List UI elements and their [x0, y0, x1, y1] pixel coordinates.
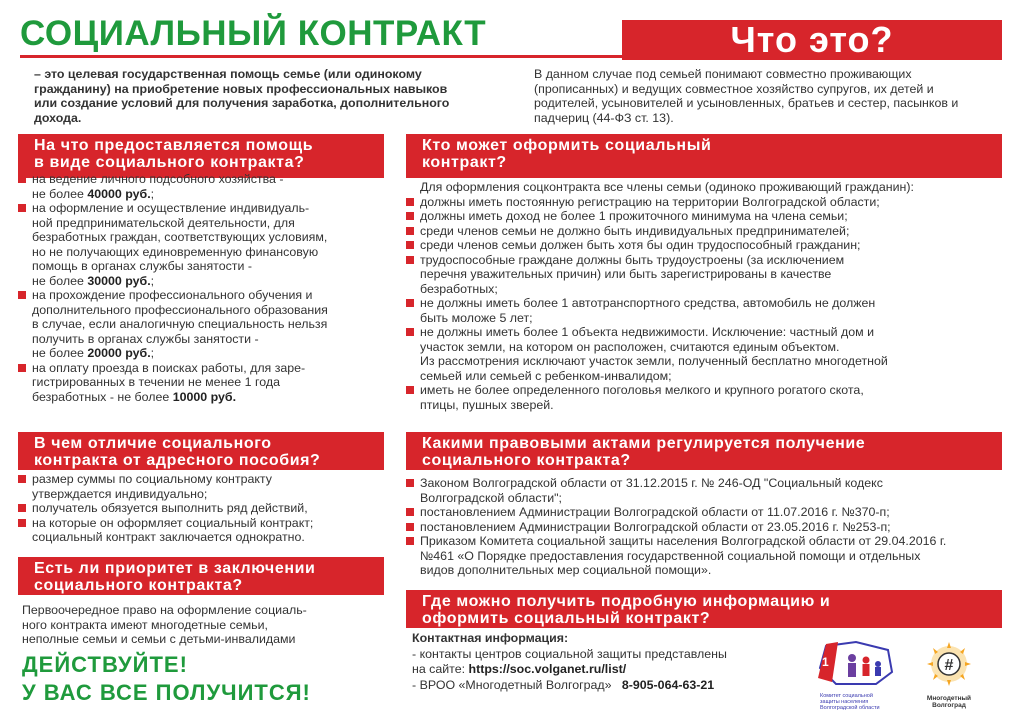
- bullet-icon: [18, 364, 26, 372]
- list-item: постановлением Администрации Волгоградской области от 23.05.2016 г. №253-п;: [406, 520, 1002, 535]
- bullet-icon: [406, 523, 414, 531]
- section-header-priority: [18, 557, 384, 595]
- bullet-icon: [406, 328, 414, 336]
- list-item: должны иметь постоянную регистрацию на территории Волгоградской области;: [406, 195, 1002, 210]
- section-header-line: Где можно получить подробную информацию и: [422, 593, 831, 610]
- section-header-line: контракта от адресного пособия?: [34, 452, 321, 469]
- list-item: Законом Волгоградской области от 31.12.2015 г. № 246-ОД "Социальный кодекс Волгоградской области";: [406, 476, 1002, 505]
- bullet-icon: [18, 475, 26, 483]
- list-item: среди членов семьи должен быть хотя бы один трудоспособный гражданин;: [406, 238, 1002, 253]
- list-item: не должны иметь более 1 объекта недвижимости. Исключение: частный дом и участок земли, на котором он расположен, считаются единым объектом. Из рассмотрения исключают участок земли, полученный бесплатно многодетной семьей или семьей с ребенком-инвалидом;: [406, 325, 1002, 383]
- call-to-action-line: У ВАС ВСЕ ПОЛУЧИТСЯ!: [22, 680, 311, 705]
- bullet-icon: [406, 256, 414, 264]
- list-item: на оформление и осуществление индивидуаль- ной предпринимательской деятельности, для безработных граждан, соответствующих условиям, но не получающих единовременную финансовую помощь в органах службы занятости - не более 30000 руб.;: [18, 201, 368, 288]
- bullet-icon: [18, 519, 26, 527]
- bullet-icon: [18, 175, 26, 183]
- section-header-line: социального контракта?: [34, 577, 243, 594]
- list-item: постановлением Администрации Волгоградской области от 11.07.2016 г. №370-п;: [406, 505, 1002, 520]
- bullet-icon: [406, 479, 414, 487]
- difference-list: [18, 472, 384, 545]
- list-lead: Для оформления соцконтракта все члены семьи (одиноко проживающий гражданин):: [420, 180, 914, 194]
- website-link[interactable]: https://soc.volganet.ru/list/: [468, 662, 627, 676]
- list-item: получатель обязуется выполнить ряд действий,: [18, 501, 384, 516]
- assistance-list: [18, 172, 368, 404]
- legal-acts-list: [406, 476, 1002, 578]
- section-header-line: На что предоставляется помощь: [34, 137, 314, 154]
- section-header-line: социального контракта?: [422, 452, 631, 469]
- mnogodetny-logo-text: Многодетный Волгоград: [926, 695, 972, 709]
- section-header-line: Кто может оформить социальный: [422, 137, 712, 154]
- bullet-icon: [406, 212, 414, 220]
- list-item: на прохождение профессионального обучения и дополнительного профессионального образования в случае, если аналогичную специальность нельзя получить в органах службы занятости - не более 20000 руб.;: [18, 288, 368, 361]
- list-item: на ведение личного подсобного хозяйства - не более 40000 руб.;: [18, 172, 368, 201]
- phone-number: 8-905-064-63-21: [621, 677, 715, 692]
- section-header-difference: [18, 432, 384, 470]
- bullet-icon: [406, 537, 414, 545]
- bullet-icon: [18, 204, 26, 212]
- bullet-icon: [18, 291, 26, 299]
- subtitle-banner: Что это?: [622, 20, 1002, 60]
- committee-logo-text: Комитет социальной защиты населения Волгоградской области: [820, 693, 880, 711]
- bullet-icon: [406, 386, 414, 394]
- committee-logo: [816, 638, 896, 711]
- section-header-legal-acts: [406, 432, 1002, 470]
- section-header-line: контракт?: [422, 154, 507, 171]
- call-to-action-line: ДЕЙСТВУЙТЕ!: [22, 652, 188, 677]
- mnogodetny-logo: [920, 640, 978, 709]
- section-header-line: Какими правовыми актами регулируется получение: [422, 435, 866, 452]
- bullet-icon: [406, 299, 414, 307]
- bullet-icon: [406, 241, 414, 249]
- committee-emblem-icon: [816, 638, 896, 688]
- svg-text:#: #: [944, 657, 954, 674]
- contacts-block: Контактная информация: - контакты центров социальной защиты представлены на сайте: https://soc.volganet.ru/list/ - ВРОО «Многодетный Волгоград» 8-905-064-63-21: [412, 631, 812, 693]
- sun-hash-icon: [920, 640, 978, 690]
- section-header-line: в виде социального контракта?: [34, 154, 305, 171]
- section-header-line: оформить социальный контракт?: [422, 610, 711, 627]
- eligibility-list: [406, 180, 1002, 412]
- bullet-icon: [18, 504, 26, 512]
- section-header-contacts: [406, 590, 1002, 628]
- family-note-text: В данном случае под семьей понимают совместно проживающих (прописанных) и ведущих совместное хозяйство супругов, их детей и родителей, усыновителей и усыновленных, братьев и сестер, пасынков и падчериц (44-ФЗ ст. 13).: [534, 67, 959, 125]
- section-header-eligibility: [406, 134, 1002, 178]
- priority-text: Первоочередное право на оформление социаль- ного контракта имеют многодетные семьи, неполные семьи и семьи с детьми-инвалидами: [22, 603, 307, 646]
- title-divider: [20, 55, 624, 58]
- list-item: на оплату проезда в поисках работы, для заре- гистрированных в течении не менее 1 года безработных - не более 10000 руб.: [18, 361, 368, 405]
- page-title: СОЦИАЛЬНЫЙ КОНТРАКТ: [20, 14, 487, 53]
- bullet-icon: [406, 508, 414, 516]
- list-item: иметь не более определенного поголовья мелкого и крупного рогатого скота, птицы, пушных зверей.: [406, 383, 1002, 412]
- definition-text: – это целевая государственная помощь семье (или одинокому гражданину) на приобретение новых профессиональных навыков или создание условий для получения заработка, дополнительного дохода.: [34, 67, 450, 125]
- contacts-label: Контактная информация:: [412, 631, 569, 645]
- list-item: не должны иметь более 1 автотранспортного средства, автомобиль не должен быть моложе 5 лет;: [406, 296, 1002, 325]
- list-item: Приказом Комитета социальной защиты населения Волгоградской области от 29.04.2016 г. №461 «О Порядке предоставления государственной социальной помощи и отдельных видов дополнительных мер социальной помощи».: [406, 534, 1002, 578]
- section-header-line: В чем отличие социального: [34, 435, 272, 452]
- section-header-line: Есть ли приоритет в заключении: [34, 560, 316, 577]
- svg-text:1: 1: [822, 655, 829, 669]
- list-item: должны иметь доход не более 1 прожиточного минимума на члена семьи;: [406, 209, 1002, 224]
- list-item: трудоспособные граждане должны быть трудоустроены (за исключением перечня уважительных причин) или быть зарегистрированы в качестве безработных;: [406, 253, 1002, 297]
- bullet-icon: [406, 198, 414, 206]
- list-item: среди членов семьи не должно быть индивидуальных предпринимателей;: [406, 224, 1002, 239]
- bullet-icon: [406, 227, 414, 235]
- list-item: размер суммы по социальному контракту утверждается индивидуально;: [18, 472, 384, 501]
- list-item: на которые он оформляет социальный контракт; социальный контракт заключается однократно.: [18, 516, 384, 545]
